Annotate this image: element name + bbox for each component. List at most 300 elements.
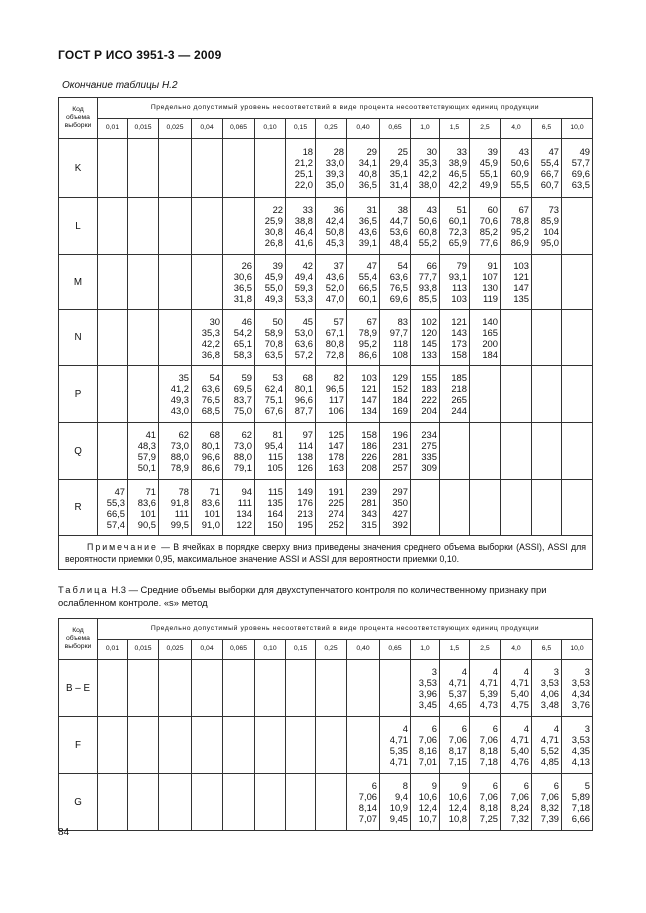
- column-header: 4,0: [501, 118, 532, 139]
- table-cell: [192, 198, 223, 255]
- cell-value: 73,0: [170, 440, 189, 451]
- table-cell: [347, 717, 380, 774]
- cell-value: 42: [302, 260, 313, 271]
- cell-value: 41,2: [170, 383, 189, 394]
- table-cell: [470, 717, 501, 774]
- cell-value: 63,6: [294, 337, 313, 349]
- cell-value: 68: [302, 372, 313, 383]
- cell-value: 225: [328, 496, 344, 508]
- cell-value: 165: [482, 326, 498, 338]
- cell-value: 67,6: [264, 405, 283, 416]
- sample-size-code: R: [59, 480, 98, 536]
- table-cell: [411, 198, 440, 255]
- cell-value: 392: [392, 518, 408, 530]
- cell-value: 129: [392, 372, 408, 383]
- cell-value: 35: [178, 372, 189, 383]
- cell-value: 49,3: [264, 293, 283, 304]
- cell-value: 126: [297, 462, 313, 473]
- table-cell: [128, 366, 159, 423]
- cell-value: 8,17: [448, 745, 467, 756]
- cell-value: 196: [392, 429, 408, 440]
- cell-value: 4,71: [540, 734, 559, 745]
- cell-value: 85,5: [418, 293, 437, 304]
- cell-value: 86,6: [201, 462, 220, 473]
- cell-value: 42,2: [201, 337, 220, 349]
- table-cell: [316, 366, 347, 423]
- document-header: ГОСТ Р ИСО 3951-3 — 2009: [58, 48, 222, 62]
- cell-value: 3,53: [571, 734, 590, 745]
- cell-value: 38,8: [294, 215, 313, 226]
- cell-value: 121: [361, 383, 377, 394]
- cell-value: 43,6: [325, 271, 344, 282]
- table-cell: [316, 660, 347, 717]
- cell-value: 48,3: [137, 440, 156, 451]
- cell-value: 93,1: [448, 271, 467, 282]
- cell-value: 191: [328, 485, 344, 497]
- cell-value: 45,9: [264, 271, 283, 282]
- table-cell: [380, 774, 411, 831]
- table-cell: [440, 480, 470, 536]
- table-cell: [411, 480, 440, 536]
- cell-value: 57,7: [571, 157, 590, 168]
- table-cell: [286, 139, 316, 198]
- table-cell: [286, 310, 316, 366]
- cell-value: 95,4: [264, 440, 283, 451]
- cell-value: 63,6: [201, 383, 220, 394]
- cell-value: 36,5: [358, 179, 377, 190]
- cell-value: 4,35: [571, 745, 590, 756]
- table-cell: [316, 198, 347, 255]
- cell-value: 71: [145, 485, 156, 497]
- cell-value: 54,2: [233, 326, 252, 338]
- cell-value: 22,0: [294, 179, 313, 190]
- cell-value: 22: [272, 204, 283, 215]
- cell-value: 186: [361, 440, 377, 451]
- table-cell: [347, 198, 380, 255]
- cell-value: 103: [361, 372, 377, 383]
- cell-value: 231: [392, 440, 408, 451]
- table-cell: [98, 480, 128, 536]
- cell-value: 66,5: [106, 507, 125, 519]
- column-header: 1,5: [440, 118, 470, 139]
- table-cell: [255, 310, 286, 366]
- column-header: 2,5: [470, 639, 501, 660]
- cell-value: 80,1: [201, 440, 220, 451]
- corner-header-line: Код: [72, 627, 84, 634]
- column-header: 0,25: [316, 118, 347, 139]
- cell-value: 62: [178, 429, 189, 440]
- table-cell: [255, 423, 286, 480]
- cell-value: 5,52: [540, 745, 559, 756]
- cell-value: 218: [451, 383, 467, 394]
- cell-value: 55,1: [479, 168, 498, 179]
- table-n2-end: [58, 97, 593, 570]
- cell-value: 6: [523, 780, 529, 791]
- table-cell: [380, 255, 411, 310]
- cell-value: 315: [361, 518, 377, 530]
- cell-value: 38,0: [418, 179, 437, 190]
- table-cell: [223, 660, 255, 717]
- table-cell: [255, 717, 286, 774]
- cell-value: 10,6: [448, 791, 467, 802]
- table-cell: [501, 198, 532, 255]
- cell-value: 97,7: [389, 326, 408, 338]
- cell-value: 147: [328, 440, 344, 451]
- cell-value: 106: [328, 405, 344, 416]
- cell-value: 343: [361, 507, 377, 519]
- cell-value: 83,6: [201, 496, 220, 508]
- table-cell: [159, 198, 192, 255]
- cell-value: 145: [421, 337, 437, 349]
- cell-value: 36,8: [201, 348, 220, 360]
- cell-value: 5: [584, 780, 590, 791]
- column-header: 6,5: [532, 639, 562, 660]
- column-header: 0,01: [98, 118, 128, 139]
- cell-value: 53: [272, 372, 283, 383]
- sample-size-code: F: [59, 717, 98, 774]
- table-cell: [192, 423, 223, 480]
- cell-value: 8: [402, 780, 408, 791]
- table-cell: [440, 774, 470, 831]
- table-cell: [501, 423, 532, 480]
- table-cell: [562, 423, 593, 480]
- cell-value: 46,4: [294, 226, 313, 237]
- cell-value: 4: [461, 666, 467, 677]
- table-cell: [380, 198, 411, 255]
- cell-value: 275: [421, 440, 437, 451]
- cell-value: 96,5: [325, 383, 344, 394]
- cell-value: 97: [302, 429, 313, 440]
- cell-value: 28: [333, 146, 344, 157]
- cell-value: 222: [421, 394, 437, 405]
- cell-value: 63,5: [264, 348, 283, 360]
- cell-value: 133: [421, 348, 437, 360]
- cell-value: 6: [461, 723, 467, 734]
- cell-value: 3,45: [418, 699, 437, 710]
- table-cell: [223, 774, 255, 831]
- table-cell: [255, 198, 286, 255]
- sample-size-code: K: [59, 139, 98, 198]
- cell-value: 4,76: [510, 756, 529, 767]
- cell-value: 50,6: [418, 215, 437, 226]
- table-cell: [159, 717, 192, 774]
- column-header: 0,025: [159, 118, 192, 139]
- cell-value: 8,16: [418, 745, 437, 756]
- cell-value: 102: [421, 315, 437, 327]
- column-header: 0,15: [286, 639, 316, 660]
- table-cell: [192, 480, 223, 536]
- table-cell: [501, 717, 532, 774]
- cell-value: 47,0: [325, 293, 344, 304]
- table-cell: [347, 660, 380, 717]
- table-cell: [380, 423, 411, 480]
- cell-value: 55,4: [358, 271, 377, 282]
- cell-value: 5,89: [571, 791, 590, 802]
- cell-value: 62,4: [264, 383, 283, 394]
- cell-value: 350: [392, 496, 408, 508]
- cell-value: 103: [513, 260, 529, 271]
- cell-value: 55,3: [106, 496, 125, 508]
- cell-value: 49,4: [294, 271, 313, 282]
- table-cell: [347, 480, 380, 536]
- cell-value: 88,0: [170, 451, 189, 462]
- cell-value: 35,0: [325, 179, 344, 190]
- sample-size-code: N: [59, 310, 98, 366]
- cell-value: 44,7: [389, 215, 408, 226]
- cell-value: 53,0: [294, 326, 313, 338]
- corner-header-line: выборки: [64, 643, 92, 650]
- cell-value: 60,7: [540, 179, 559, 190]
- note-label: Примечание: [87, 542, 158, 552]
- cell-value: 107: [482, 271, 498, 282]
- cell-value: 31: [366, 204, 377, 215]
- corner-header-cell: [59, 619, 98, 660]
- cell-value: 68,5: [201, 405, 220, 416]
- cell-value: 104: [543, 226, 559, 237]
- column-header: 0,015: [128, 639, 159, 660]
- cell-value: 125: [328, 429, 344, 440]
- table-cell: [128, 310, 159, 366]
- cell-value: 67: [518, 204, 529, 215]
- cell-value: 138: [297, 451, 313, 462]
- table-cell: [255, 774, 286, 831]
- table-cell: [532, 366, 562, 423]
- cell-value: 252: [328, 518, 344, 530]
- column-header: 0,40: [347, 118, 380, 139]
- table-cell: [501, 480, 532, 536]
- cell-value: 75,1: [264, 394, 283, 405]
- cell-value: 4,71: [510, 677, 529, 688]
- cell-value: 72,3: [448, 226, 467, 237]
- column-header: 0,15: [286, 118, 316, 139]
- table-cell: [128, 255, 159, 310]
- cell-value: 63,5: [571, 179, 590, 190]
- cell-value: 76,5: [201, 394, 220, 405]
- table-cell: [411, 366, 440, 423]
- table-row: [59, 717, 593, 774]
- cell-value: 50,1: [137, 462, 156, 473]
- cell-value: 9,4: [394, 791, 408, 802]
- cell-value: 4,65: [448, 699, 467, 710]
- cell-value: 121: [451, 315, 467, 327]
- cell-value: 39: [487, 146, 498, 157]
- cell-value: 10,6: [418, 791, 437, 802]
- cell-value: 88,0: [233, 451, 252, 462]
- cell-value: 4,71: [479, 677, 498, 688]
- column-header: 0,10: [255, 118, 286, 139]
- cell-value: 185: [451, 372, 467, 383]
- cell-value: 158: [451, 348, 467, 360]
- cell-value: 8,18: [479, 745, 498, 756]
- table-cell: [98, 774, 128, 831]
- cell-value: 75,0: [233, 405, 252, 416]
- cell-value: 41: [145, 429, 156, 440]
- table-cell: [159, 139, 192, 198]
- cell-value: 3,48: [540, 699, 559, 710]
- cell-value: 37: [333, 260, 344, 271]
- table-cell: [347, 139, 380, 198]
- cell-value: 200: [482, 337, 498, 349]
- table-cell: [316, 423, 347, 480]
- cell-value: 25,1: [294, 168, 313, 179]
- table-cell: [347, 366, 380, 423]
- table-cell: [192, 255, 223, 310]
- table-cell: [316, 139, 347, 198]
- table-cell: [411, 660, 440, 717]
- cell-value: 6: [492, 723, 498, 734]
- cell-value: 31,8: [233, 293, 252, 304]
- sample-size-code: B – E: [59, 660, 98, 717]
- cell-value: 31,4: [389, 179, 408, 190]
- cell-value: 60,8: [418, 226, 437, 237]
- table-cell: [286, 774, 316, 831]
- cell-value: 158: [361, 429, 377, 440]
- table-cell: [380, 310, 411, 366]
- cell-value: 3,53: [418, 677, 437, 688]
- cell-value: 111: [237, 496, 252, 508]
- cell-value: 30: [209, 315, 220, 327]
- cell-value: 134: [361, 405, 377, 416]
- page-number: 84: [58, 827, 70, 838]
- cell-value: 5,40: [510, 688, 529, 699]
- cell-value: 7,06: [540, 791, 559, 802]
- cell-value: 59: [241, 372, 252, 383]
- cell-value: 42,2: [418, 168, 437, 179]
- cell-value: 7,25: [479, 813, 498, 824]
- cell-value: 55,5: [510, 179, 529, 190]
- sample-size-code: P: [59, 366, 98, 423]
- table-cell: [128, 774, 159, 831]
- table-cell: [532, 660, 562, 717]
- cell-value: 66,5: [358, 282, 377, 293]
- cell-value: 29: [366, 146, 377, 157]
- cell-value: 50: [272, 315, 283, 327]
- table-cell: [380, 480, 411, 536]
- cell-value: 9: [431, 780, 437, 791]
- table-cell: [562, 717, 593, 774]
- table-cell: [255, 366, 286, 423]
- cell-value: 309: [421, 462, 437, 473]
- cell-value: 33: [302, 204, 313, 215]
- cell-value: 66,7: [540, 168, 559, 179]
- cell-value: 83,6: [137, 496, 156, 508]
- table-cell: [316, 310, 347, 366]
- cell-value: 80,8: [325, 337, 344, 349]
- cell-value: 120: [421, 326, 437, 338]
- cell-value: 54: [209, 372, 220, 383]
- table-cell: [255, 139, 286, 198]
- cell-value: 78,9: [170, 462, 189, 473]
- table-row: [59, 774, 593, 831]
- table-cell: [98, 310, 128, 366]
- cell-value: 77,7: [418, 271, 437, 282]
- cell-value: 33,0: [325, 157, 344, 168]
- cell-value: 135: [513, 293, 529, 304]
- cell-value: 105: [267, 462, 283, 473]
- table-cell: [411, 423, 440, 480]
- cell-value: 57,2: [294, 348, 313, 360]
- cell-value: 213: [297, 507, 313, 519]
- cell-value: 87,7: [294, 405, 313, 416]
- cell-value: 78,8: [510, 215, 529, 226]
- table-cell: [159, 366, 192, 423]
- note-text: — В ячейках в порядке сверху вниз приведены значения среднего объема выборки (ASSI), ASSI для вероятности приемки 0,95, максимальное значение ASSI и ASSI для вероятности приемки 0,10.: [65, 542, 586, 564]
- cell-value: 7,18: [479, 756, 498, 767]
- corner-header-line: объема: [66, 635, 90, 642]
- cell-value: 4,71: [389, 756, 408, 767]
- cell-value: 25,9: [264, 215, 283, 226]
- cell-value: 4: [553, 723, 559, 734]
- cell-value: 39: [272, 260, 283, 271]
- table-cell: [223, 139, 255, 198]
- cell-value: 117: [329, 394, 344, 405]
- table-cell: [532, 423, 562, 480]
- table-cell: [347, 774, 380, 831]
- cell-value: 335: [421, 451, 437, 462]
- cell-value: 4,06: [540, 688, 559, 699]
- table-cell: [562, 480, 593, 536]
- cell-value: 163: [328, 462, 344, 473]
- cell-value: 12,4: [418, 802, 437, 813]
- cell-value: 34,1: [358, 157, 377, 168]
- table-n3: [58, 618, 593, 831]
- cell-value: 36,5: [233, 282, 252, 293]
- table-cell: [98, 717, 128, 774]
- table-cell: [440, 255, 470, 310]
- column-header: 0,04: [192, 639, 223, 660]
- cell-value: 9: [461, 780, 467, 791]
- table-cell: [380, 717, 411, 774]
- table-cell: [532, 774, 562, 831]
- cell-value: 60,1: [358, 293, 377, 304]
- table-cell: [286, 423, 316, 480]
- column-header: 1,5: [440, 639, 470, 660]
- table-cell: [159, 310, 192, 366]
- table-cell: [562, 198, 593, 255]
- column-header: 0,10: [255, 639, 286, 660]
- cell-value: 195: [297, 518, 313, 530]
- table-cell: [562, 139, 593, 198]
- cell-value: 3: [584, 723, 590, 734]
- cell-value: 52,0: [325, 282, 344, 293]
- table2-caption-text: Н.3 — Средние объемы выборки для двухступенчатого контроля по количественному признаку при ослабленном контроле. «s» метод: [58, 584, 547, 608]
- cell-value: 60,9: [510, 168, 529, 179]
- table-cell: [192, 774, 223, 831]
- table-cell: [98, 423, 128, 480]
- cell-value: 6: [492, 780, 498, 791]
- sample-size-code: L: [59, 198, 98, 255]
- cell-value: 21,2: [294, 157, 313, 168]
- table-cell: [470, 198, 501, 255]
- cell-value: 281: [361, 496, 377, 508]
- cell-value: 81: [272, 429, 283, 440]
- cell-value: 46,5: [448, 168, 467, 179]
- table-cell: [98, 255, 128, 310]
- table1-caption: Окончание таблицы Н.2: [62, 80, 178, 91]
- cell-value: 6: [431, 723, 437, 734]
- cell-value: 7,06: [510, 791, 529, 802]
- cell-value: 33: [456, 146, 467, 157]
- cell-value: 164: [267, 507, 283, 519]
- cell-value: 30: [426, 146, 437, 157]
- cell-value: 82: [333, 372, 344, 383]
- cell-value: 5,39: [479, 688, 498, 699]
- cell-value: 10,9: [389, 802, 408, 813]
- cell-value: 59,3: [294, 282, 313, 293]
- cell-value: 143: [451, 326, 467, 338]
- table-cell: [316, 717, 347, 774]
- table-cell: [223, 480, 255, 536]
